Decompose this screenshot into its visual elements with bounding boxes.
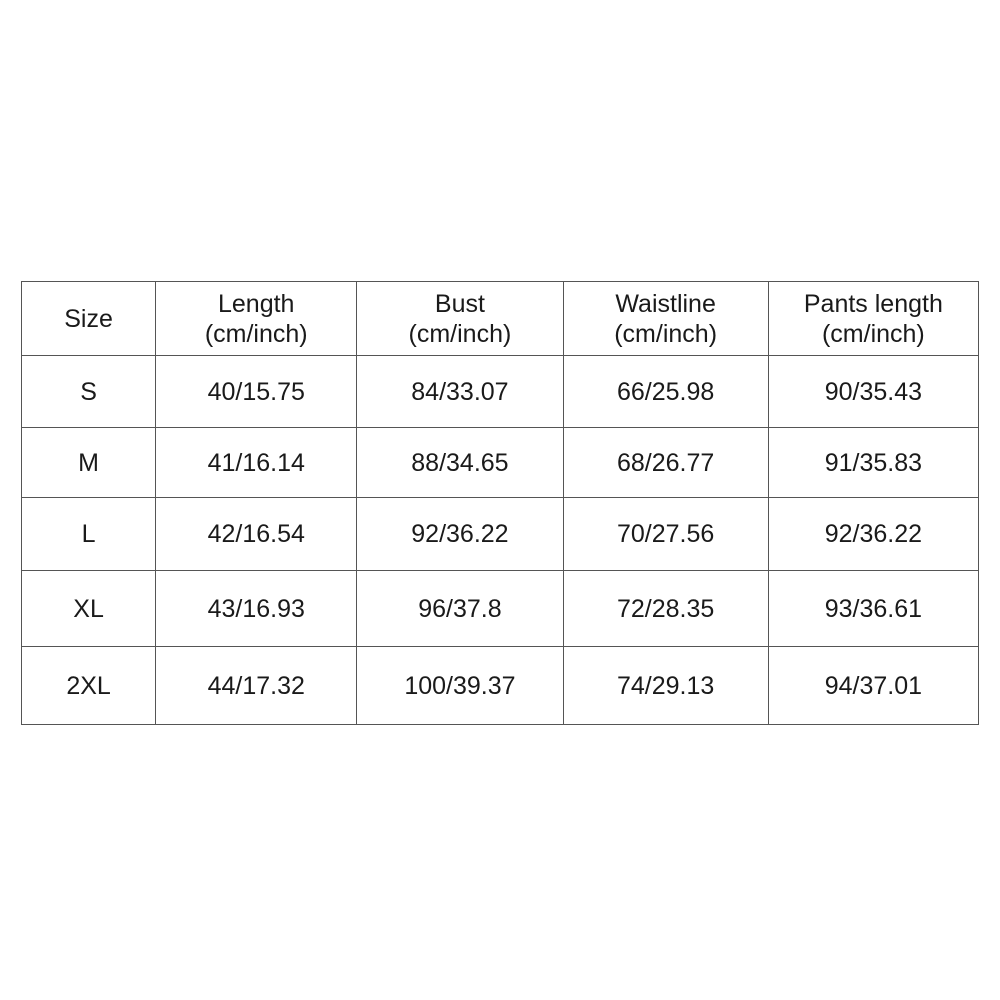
- cell-size: XL: [22, 571, 156, 647]
- cell-pants-length: 90/35.43: [768, 356, 978, 428]
- cell-size: M: [22, 428, 156, 498]
- table-header-row: [22, 282, 979, 356]
- cell-waistline: 72/28.35: [563, 571, 768, 647]
- cell-size: 2XL: [22, 647, 156, 725]
- cell-length: 40/15.75: [156, 356, 357, 428]
- cell-waistline: 74/29.13: [563, 647, 768, 725]
- cell-pants-length: 93/36.61: [768, 571, 978, 647]
- cell-size: L: [22, 498, 156, 571]
- cell-pants-length: 92/36.22: [768, 498, 978, 571]
- header-bust-label: Bust: [434, 289, 485, 318]
- cell-pants-length: 91/35.83: [768, 428, 978, 498]
- header-length: [156, 282, 357, 356]
- cell-waistline: 66/25.98: [563, 356, 768, 428]
- header-waistline-label: Waistline: [615, 289, 716, 318]
- cell-length: 41/16.14: [156, 428, 357, 498]
- cell-bust: 92/36.22: [357, 498, 563, 571]
- header-waistline-unit: (cm/inch): [614, 319, 718, 348]
- table-row: [22, 428, 979, 498]
- header-size-label: Size: [64, 304, 113, 333]
- cell-length: 42/16.54: [156, 498, 357, 571]
- table-row: [22, 647, 979, 725]
- header-pants-length-unit: (cm/inch): [821, 319, 925, 348]
- cell-bust: 84/33.07: [357, 356, 563, 428]
- cell-waistline: 70/27.56: [563, 498, 768, 571]
- header-bust-unit: (cm/inch): [408, 319, 512, 348]
- table-row: [22, 498, 979, 571]
- header-length-unit: (cm/inch): [204, 319, 308, 348]
- cell-length: 44/17.32: [156, 647, 357, 725]
- header-waistline: [563, 282, 768, 356]
- cell-bust: 96/37.8: [357, 571, 563, 647]
- header-length-label: Length: [217, 289, 295, 318]
- header-pants-length: [768, 282, 978, 356]
- header-pants-length-label: Pants length: [803, 289, 943, 318]
- cell-length: 43/16.93: [156, 571, 357, 647]
- size-chart-table: [21, 281, 979, 725]
- cell-size: S: [22, 356, 156, 428]
- cell-bust: 100/39.37: [357, 647, 563, 725]
- header-bust: [357, 282, 563, 356]
- cell-pants-length: 94/37.01: [768, 647, 978, 725]
- table-row: [22, 571, 979, 647]
- header-size: [22, 282, 156, 356]
- table-row: [22, 356, 979, 428]
- cell-bust: 88/34.65: [357, 428, 563, 498]
- cell-waistline: 68/26.77: [563, 428, 768, 498]
